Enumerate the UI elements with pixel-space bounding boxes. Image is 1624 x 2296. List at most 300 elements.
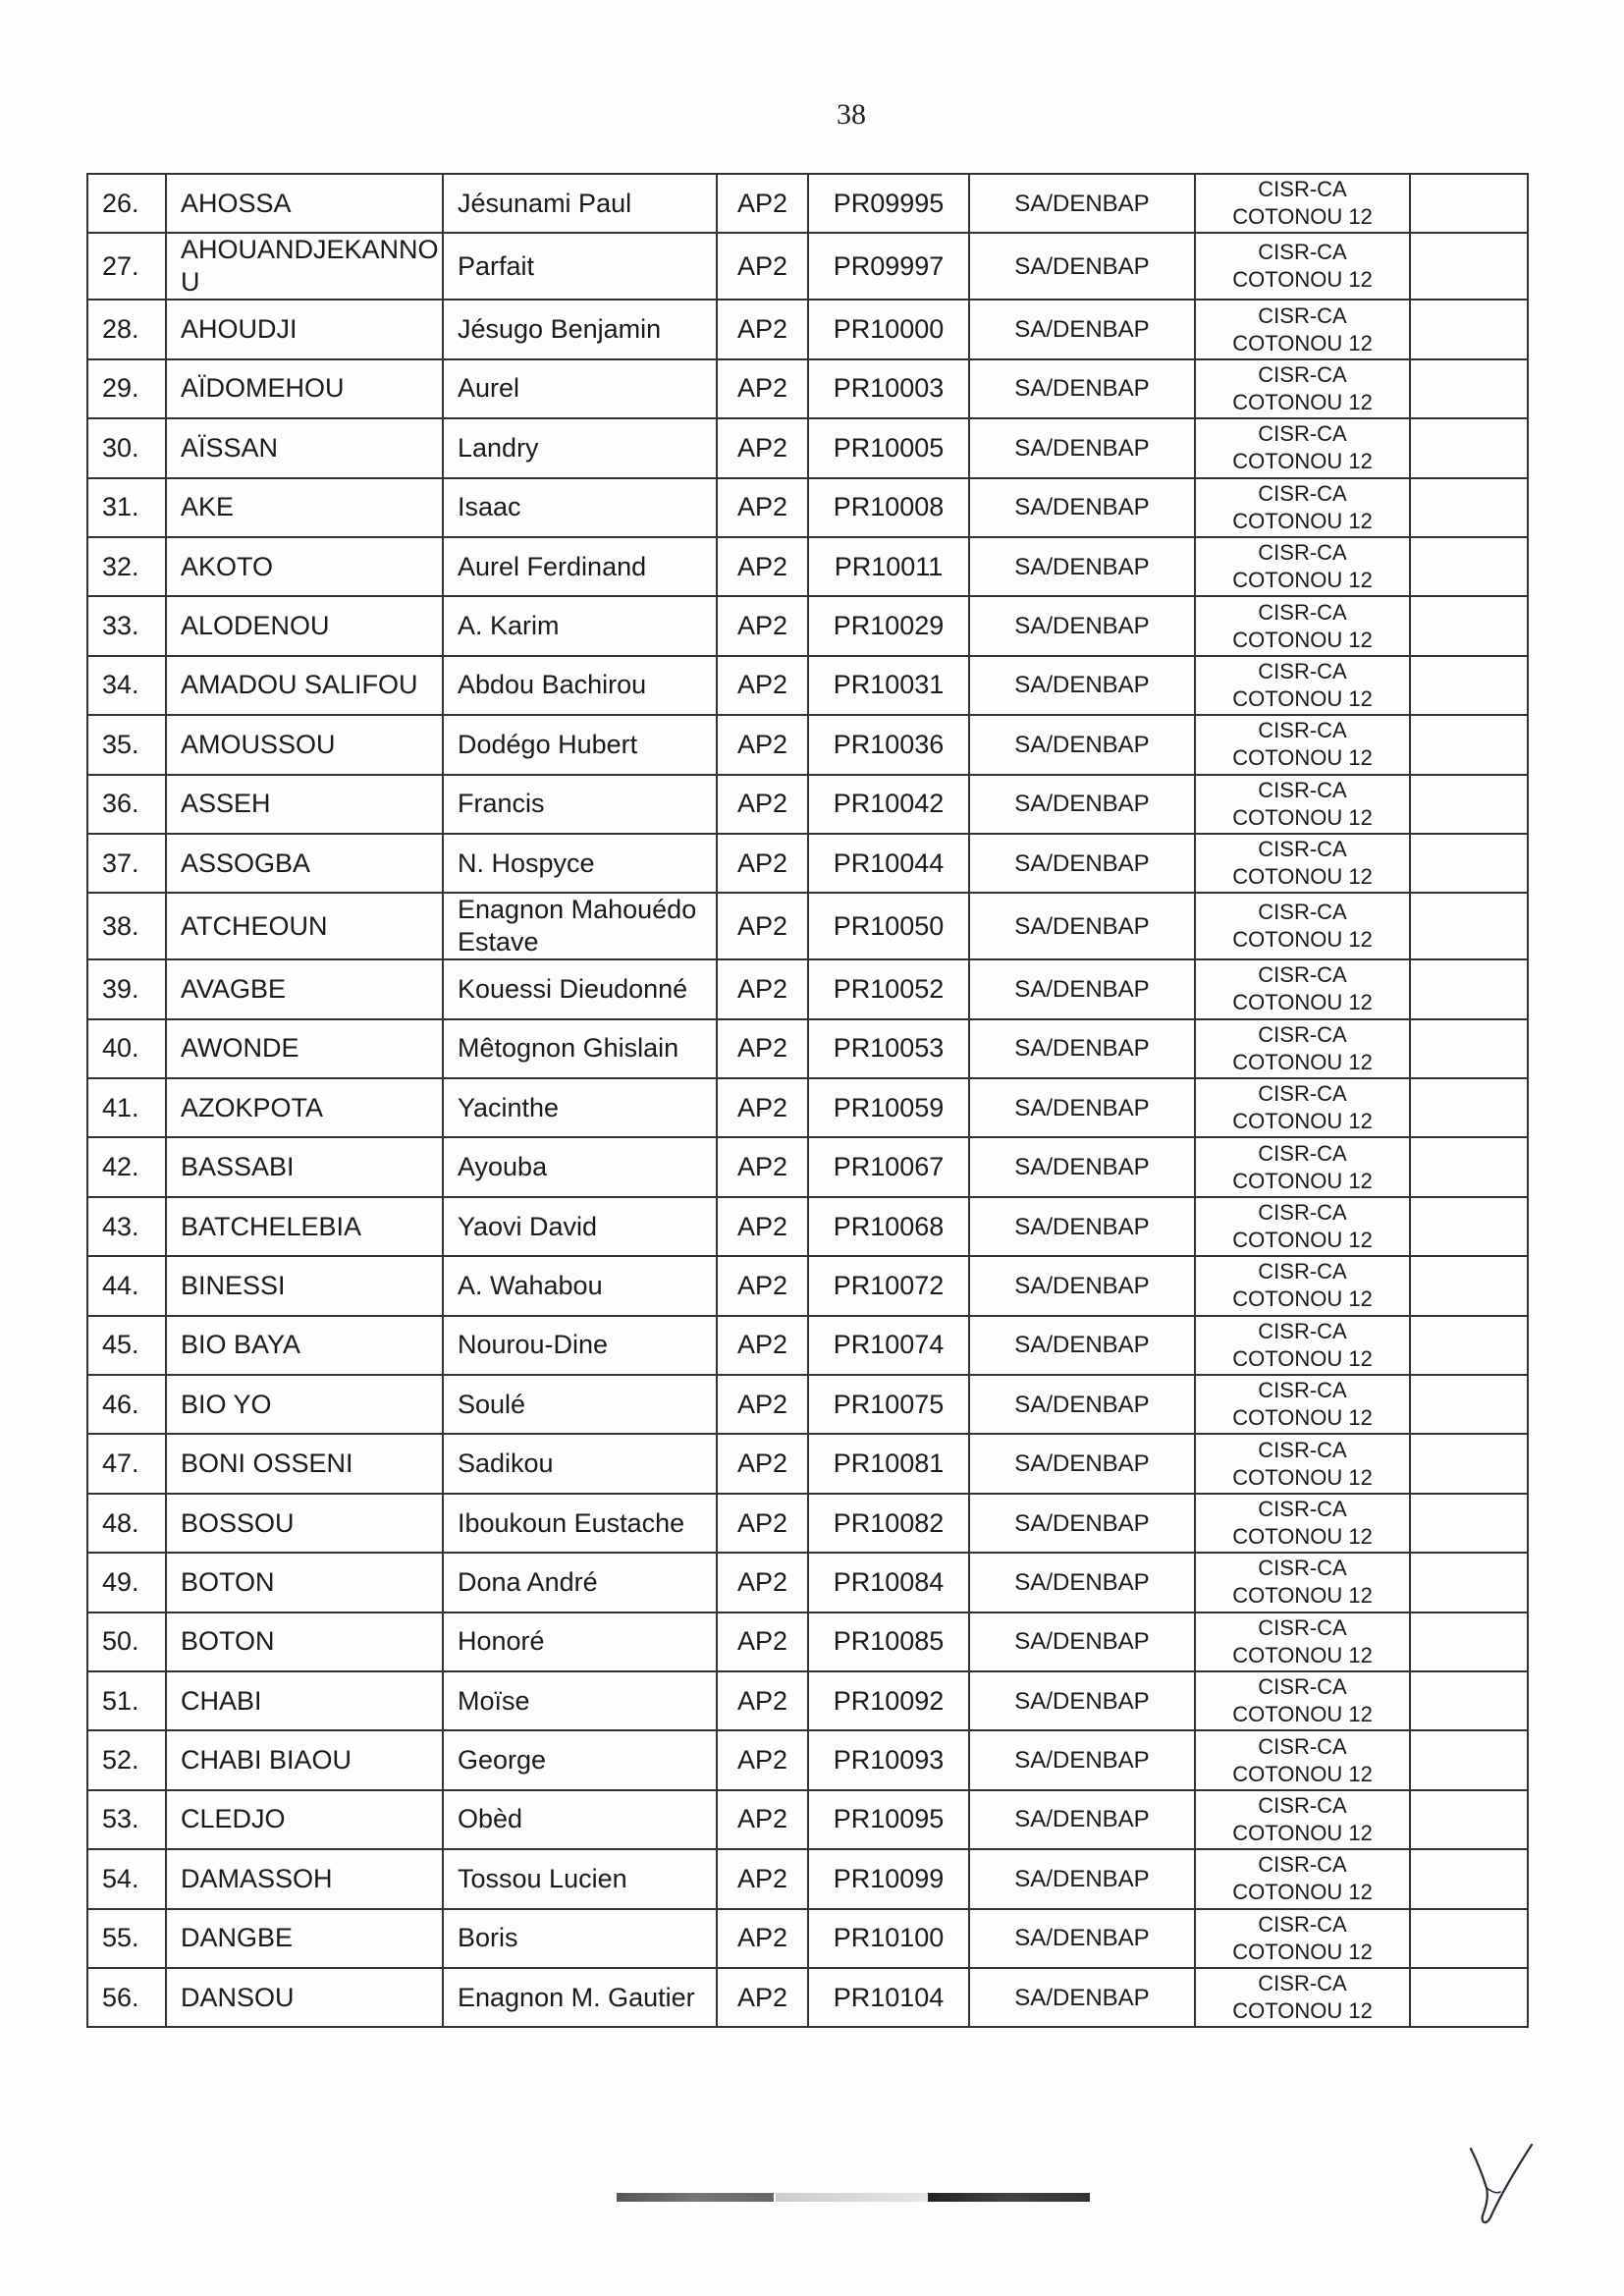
cell-grade: AP2 [717, 1494, 808, 1553]
table-body [87, 174, 1528, 2027]
table-row [87, 1909, 1528, 1968]
cell-nom: CLEDJO [166, 1790, 443, 1849]
table-row [87, 1078, 1528, 1137]
cell-nom: BINESSI [166, 1256, 443, 1315]
cell-matricule: PR10011 [808, 537, 969, 596]
cell-prenoms: Abdou Bachirou [443, 656, 717, 715]
cell-empty [1410, 959, 1528, 1018]
cell-service: SA/DENBAP [969, 478, 1195, 537]
cell-nom: ASSOGBA [166, 834, 443, 893]
cell-empty [1410, 174, 1528, 233]
station-line-2: COTONOU 12 [1232, 1583, 1373, 1609]
cell-station [1195, 1968, 1410, 2027]
cell-matricule: PR10068 [808, 1197, 969, 1256]
cell-matricule: PR10042 [808, 775, 969, 834]
cell-number: 33. [87, 596, 166, 655]
cell-empty [1410, 1730, 1528, 1789]
cell-grade: AP2 [717, 1849, 808, 1908]
cell-grade: AP2 [717, 1909, 808, 1968]
station-line-2: COTONOU 12 [1232, 927, 1373, 953]
cell-empty [1410, 1613, 1528, 1671]
cell-prenoms: Jésugo Benjamin [443, 300, 717, 358]
station-line-2: COTONOU 12 [1232, 330, 1373, 355]
cell-nom: BOTON [166, 1553, 443, 1612]
cell-number: 34. [87, 656, 166, 715]
station-line-2: COTONOU 12 [1232, 1228, 1373, 1253]
cell-grade: AP2 [717, 1019, 808, 1078]
cell-service: SA/DENBAP [969, 893, 1195, 959]
cell-matricule: PR10029 [808, 596, 969, 655]
table-row [87, 1553, 1528, 1612]
cell-prenoms: Francis [443, 775, 717, 834]
cell-service: SA/DENBAP [969, 1730, 1195, 1789]
cell-number: 52. [87, 1730, 166, 1789]
station-line-2: COTONOU 12 [1232, 1820, 1373, 1845]
cell-station [1195, 1434, 1410, 1493]
cell-prenoms: Moïse [443, 1671, 717, 1730]
station-line-1: CISR-CA [1258, 1556, 1347, 1581]
cell-grade: AP2 [717, 1671, 808, 1730]
table-row [87, 1137, 1528, 1196]
cell-service: SA/DENBAP [969, 1613, 1195, 1671]
table-row [87, 1316, 1528, 1375]
station-line-2: COTONOU 12 [1232, 1345, 1373, 1371]
station-line-1: CISR-CA [1258, 599, 1347, 625]
table-row [87, 1968, 1528, 2027]
cell-service: SA/DENBAP [969, 1256, 1195, 1315]
cell-nom: DAMASSOH [166, 1849, 443, 1908]
cell-grade: AP2 [717, 1790, 808, 1849]
cell-prenoms: Dona André [443, 1553, 717, 1612]
cell-matricule: PR10100 [808, 1909, 969, 1968]
cell-service: SA/DENBAP [969, 1909, 1195, 1968]
table-row [87, 715, 1528, 774]
cell-station [1195, 1256, 1410, 1315]
cell-matricule: PR10075 [808, 1375, 969, 1434]
cell-matricule: PR10099 [808, 1849, 969, 1908]
cell-nom: BIO BAYA [166, 1316, 443, 1375]
table-row [87, 959, 1528, 1018]
cell-nom: BASSABI [166, 1137, 443, 1196]
station-line-1: CISR-CA [1258, 718, 1347, 743]
cell-service: SA/DENBAP [969, 418, 1195, 477]
cell-number: 41. [87, 1078, 166, 1137]
cell-service: SA/DENBAP [969, 656, 1195, 715]
cell-matricule: PR10008 [808, 478, 969, 537]
cell-grade: AP2 [717, 1434, 808, 1493]
cell-empty [1410, 418, 1528, 477]
cell-nom: AKOTO [166, 537, 443, 596]
cell-number: 53. [87, 1790, 166, 1849]
cell-grade: AP2 [717, 1553, 808, 1612]
cell-nom: BONI OSSENI [166, 1434, 443, 1493]
cell-nom: BIO YO [166, 1375, 443, 1434]
handwritten-initial-signature [1463, 2131, 1551, 2239]
cell-number: 29. [87, 359, 166, 418]
table-row [87, 1613, 1528, 1671]
table-row [87, 478, 1528, 537]
table-row [87, 1434, 1528, 1493]
cell-service: SA/DENBAP [969, 1553, 1195, 1612]
station-line-1: CISR-CA [1258, 1140, 1347, 1166]
cell-empty [1410, 1494, 1528, 1553]
cell-station [1195, 1078, 1410, 1137]
station-line-1: CISR-CA [1258, 240, 1347, 265]
cell-nom: ALODENOU [166, 596, 443, 655]
cell-empty [1410, 478, 1528, 537]
cell-nom: AHOUDJI [166, 300, 443, 358]
table-row [87, 834, 1528, 893]
station-line-2: COTONOU 12 [1232, 804, 1373, 830]
station-line-1: CISR-CA [1258, 1259, 1347, 1285]
cell-matricule: PR10005 [808, 418, 969, 477]
cell-empty [1410, 893, 1528, 959]
cell-grade: AP2 [717, 1078, 808, 1137]
cell-matricule: PR10067 [808, 1137, 969, 1196]
cell-nom: BATCHELEBIA [166, 1197, 443, 1256]
cell-station [1195, 596, 1410, 655]
cell-empty [1410, 1316, 1528, 1375]
cell-prenoms: Enagnon Mahouédo Estave [443, 893, 717, 959]
station-line-2: COTONOU 12 [1232, 449, 1373, 474]
cell-number: 35. [87, 715, 166, 774]
cell-number: 43. [87, 1197, 166, 1256]
cell-empty [1410, 1197, 1528, 1256]
cell-service: SA/DENBAP [969, 1671, 1195, 1730]
station-line-1: CISR-CA [1258, 1200, 1347, 1226]
cell-number: 49. [87, 1553, 166, 1612]
station-line-2: COTONOU 12 [1232, 267, 1373, 293]
cell-empty [1410, 1434, 1528, 1493]
cell-number: 26. [87, 174, 166, 233]
cell-number: 42. [87, 1137, 166, 1196]
cell-grade: AP2 [717, 537, 808, 596]
page-number: 38 [837, 98, 866, 131]
station-line-2: COTONOU 12 [1232, 745, 1373, 771]
station-line-1: CISR-CA [1258, 1378, 1347, 1403]
cell-grade: AP2 [717, 893, 808, 959]
cell-number: 28. [87, 300, 166, 358]
station-line-1: CISR-CA [1258, 962, 1347, 988]
table-row [87, 174, 1528, 233]
cell-nom: AHOSSA [166, 174, 443, 233]
cell-number: 31. [87, 478, 166, 537]
table-row [87, 1494, 1528, 1553]
station-line-2: COTONOU 12 [1232, 389, 1373, 414]
cell-service: SA/DENBAP [969, 775, 1195, 834]
station-line-1: CISR-CA [1258, 1674, 1347, 1700]
station-line-1: CISR-CA [1258, 1911, 1347, 1937]
cell-station [1195, 1613, 1410, 1671]
station-line-1: CISR-CA [1258, 177, 1347, 202]
cell-grade: AP2 [717, 418, 808, 477]
station-line-1: CISR-CA [1258, 1318, 1347, 1343]
cell-station [1195, 1790, 1410, 1849]
cell-station [1195, 656, 1410, 715]
cell-station [1195, 1671, 1410, 1730]
station-line-2: COTONOU 12 [1232, 1702, 1373, 1727]
station-line-1: CISR-CA [1258, 1081, 1347, 1107]
cell-prenoms: Parfait [443, 233, 717, 300]
cell-grade: AP2 [717, 1375, 808, 1434]
cell-grade: AP2 [717, 775, 808, 834]
cell-station [1195, 893, 1410, 959]
table-row [87, 1730, 1528, 1789]
cell-number: 55. [87, 1909, 166, 1968]
station-line-2: COTONOU 12 [1232, 1464, 1373, 1490]
table-row [87, 1197, 1528, 1256]
station-line-2: COTONOU 12 [1232, 1998, 1373, 2024]
cell-service: SA/DENBAP [969, 233, 1195, 300]
cell-matricule: PR10074 [808, 1316, 969, 1375]
cell-number: 37. [87, 834, 166, 893]
cell-service: SA/DENBAP [969, 359, 1195, 418]
cell-prenoms: Enagnon M. Gautier [443, 1968, 717, 2027]
cell-matricule: PR10059 [808, 1078, 969, 1137]
cell-number: 27. [87, 233, 166, 300]
cell-empty [1410, 1375, 1528, 1434]
cell-matricule: PR10093 [808, 1730, 969, 1789]
cell-grade: AP2 [717, 959, 808, 1018]
cell-grade: AP2 [717, 1316, 808, 1375]
cell-station [1195, 1553, 1410, 1612]
cell-nom: AHOUANDJEKANNO U [166, 233, 443, 300]
table-row [87, 1375, 1528, 1434]
cell-station [1195, 1316, 1410, 1375]
cell-number: 36. [87, 775, 166, 834]
cell-grade: AP2 [717, 300, 808, 358]
cell-grade: AP2 [717, 1613, 808, 1671]
cell-number: 44. [87, 1256, 166, 1315]
table-row [87, 893, 1528, 959]
cell-station [1195, 300, 1410, 358]
table-row [87, 1790, 1528, 1849]
cell-prenoms: Jésunami Paul [443, 174, 717, 233]
station-line-2: COTONOU 12 [1232, 508, 1373, 533]
scan-bar-left [617, 2193, 774, 2202]
scan-bar-right [928, 2193, 1090, 2202]
cell-nom: AMOUSSOU [166, 715, 443, 774]
cell-matricule: PR09995 [808, 174, 969, 233]
cell-matricule: PR10082 [808, 1494, 969, 1553]
cell-number: 50. [87, 1613, 166, 1671]
cell-number: 38. [87, 893, 166, 959]
cell-station [1195, 537, 1410, 596]
cell-nom: AMADOU SALIFOU [166, 656, 443, 715]
cell-matricule: PR10085 [808, 1613, 969, 1671]
cell-empty [1410, 715, 1528, 774]
table-row [87, 300, 1528, 358]
cell-matricule: PR10031 [808, 656, 969, 715]
table-row [87, 233, 1528, 300]
cell-matricule: PR10003 [808, 359, 969, 418]
cell-station [1195, 233, 1410, 300]
cell-number: 54. [87, 1849, 166, 1908]
station-line-2: COTONOU 12 [1232, 990, 1373, 1015]
station-line-2: COTONOU 12 [1232, 1286, 1373, 1312]
cell-empty [1410, 1909, 1528, 1968]
cell-empty [1410, 656, 1528, 715]
cell-empty [1410, 1553, 1528, 1612]
cell-station [1195, 1909, 1410, 1968]
cell-nom: CHABI [166, 1671, 443, 1730]
cell-prenoms: Sadikou [443, 1434, 717, 1493]
station-line-2: COTONOU 12 [1232, 627, 1373, 652]
cell-empty [1410, 537, 1528, 596]
station-line-2: COTONOU 12 [1232, 1524, 1373, 1549]
station-line-1: CISR-CA [1258, 1497, 1347, 1521]
cell-service: SA/DENBAP [969, 715, 1195, 774]
cell-service: SA/DENBAP [969, 834, 1195, 893]
cell-grade: AP2 [717, 1137, 808, 1196]
cell-prenoms: Yaovi David [443, 1197, 717, 1256]
station-line-1: CISR-CA [1258, 540, 1347, 566]
cell-nom: BOSSOU [166, 1494, 443, 1553]
table-row [87, 359, 1528, 418]
station-line-1: CISR-CA [1258, 1021, 1347, 1047]
cell-empty [1410, 1078, 1528, 1137]
station-line-1: CISR-CA [1258, 900, 1347, 925]
scan-bar-middle [776, 2193, 928, 2202]
cell-prenoms: Aurel Ferdinand [443, 537, 717, 596]
cell-prenoms: Yacinthe [443, 1078, 717, 1137]
cell-service: SA/DENBAP [969, 537, 1195, 596]
table-row [87, 775, 1528, 834]
cell-service: SA/DENBAP [969, 300, 1195, 358]
cell-prenoms: Kouessi Dieudonné [443, 959, 717, 1018]
table-row [87, 1849, 1528, 1908]
cell-nom: ATCHEOUN [166, 893, 443, 959]
cell-grade: AP2 [717, 1968, 808, 2027]
cell-matricule: PR10092 [808, 1671, 969, 1730]
cell-number: 51. [87, 1671, 166, 1730]
cell-empty [1410, 1790, 1528, 1849]
cell-service: SA/DENBAP [969, 1434, 1195, 1493]
station-line-2: COTONOU 12 [1232, 1049, 1373, 1074]
cell-grade: AP2 [717, 478, 808, 537]
cell-service: SA/DENBAP [969, 174, 1195, 233]
cell-number: 45. [87, 1316, 166, 1375]
cell-prenoms: Ayouba [443, 1137, 717, 1196]
cell-prenoms: Aurel [443, 359, 717, 418]
cell-nom: AZOKPOTA [166, 1078, 443, 1137]
station-line-1: CISR-CA [1258, 480, 1347, 506]
cell-nom: AÏDOMEHOU [166, 359, 443, 418]
cell-number: 39. [87, 959, 166, 1018]
cell-grade: AP2 [717, 834, 808, 893]
cell-station [1195, 1730, 1410, 1789]
station-line-2: COTONOU 12 [1232, 864, 1373, 890]
cell-station [1195, 834, 1410, 893]
cell-number: 46. [87, 1375, 166, 1434]
cell-empty [1410, 1019, 1528, 1078]
cell-prenoms: N. Hospyce [443, 834, 717, 893]
station-line-2: COTONOU 12 [1232, 204, 1373, 230]
cell-number: 40. [87, 1019, 166, 1078]
station-line-2: COTONOU 12 [1232, 1109, 1373, 1134]
cell-matricule: PR10095 [808, 1790, 969, 1849]
station-line-2: COTONOU 12 [1232, 1939, 1373, 1964]
cell-empty [1410, 1137, 1528, 1196]
cell-station [1195, 1019, 1410, 1078]
cell-service: SA/DENBAP [969, 1078, 1195, 1137]
cell-station [1195, 174, 1410, 233]
station-line-2: COTONOU 12 [1232, 685, 1373, 711]
cell-grade: AP2 [717, 656, 808, 715]
cell-nom: AVAGBE [166, 959, 443, 1018]
cell-nom: BOTON [166, 1613, 443, 1671]
cell-prenoms: Dodégo Hubert [443, 715, 717, 774]
station-line-1: CISR-CA [1258, 837, 1347, 862]
cell-matricule: PR10081 [808, 1434, 969, 1493]
cell-prenoms: Nourou-Dine [443, 1316, 717, 1375]
station-line-1: CISR-CA [1258, 1792, 1347, 1818]
cell-prenoms: Mêtognon Ghislain [443, 1019, 717, 1078]
cell-service: SA/DENBAP [969, 1019, 1195, 1078]
cell-matricule: PR10072 [808, 1256, 969, 1315]
cell-matricule: PR10084 [808, 1553, 969, 1612]
personnel-table [86, 173, 1529, 2028]
cell-nom: ASSEH [166, 775, 443, 834]
cell-matricule: PR10053 [808, 1019, 969, 1078]
station-line-2: COTONOU 12 [1232, 1761, 1373, 1786]
cell-grade: AP2 [717, 596, 808, 655]
cell-station [1195, 1197, 1410, 1256]
cell-number: 48. [87, 1494, 166, 1553]
cell-service: SA/DENBAP [969, 1790, 1195, 1849]
cell-prenoms: A. Karim [443, 596, 717, 655]
cell-grade: AP2 [717, 233, 808, 300]
table-row [87, 1671, 1528, 1730]
cell-prenoms: Iboukoun Eustache [443, 1494, 717, 1553]
cell-nom: AÏSSAN [166, 418, 443, 477]
cell-matricule: PR10000 [808, 300, 969, 358]
cell-number: 56. [87, 1968, 166, 2027]
cell-prenoms: Soulé [443, 1375, 717, 1434]
cell-empty [1410, 233, 1528, 300]
table-row [87, 1256, 1528, 1315]
station-line-2: COTONOU 12 [1232, 1642, 1373, 1667]
cell-matricule: PR10050 [808, 893, 969, 959]
cell-station [1195, 715, 1410, 774]
cell-prenoms: Tossou Lucien [443, 1849, 717, 1908]
cell-prenoms: Landry [443, 418, 717, 477]
cell-station [1195, 1375, 1410, 1434]
cell-prenoms: A. Wahabou [443, 1256, 717, 1315]
table-row [87, 1019, 1528, 1078]
cell-station [1195, 1494, 1410, 1553]
cell-grade: AP2 [717, 715, 808, 774]
station-line-2: COTONOU 12 [1232, 1880, 1373, 1905]
cell-station [1195, 359, 1410, 418]
cell-nom: DANGBE [166, 1909, 443, 1968]
cell-nom: AKE [166, 478, 443, 537]
cell-grade: AP2 [717, 174, 808, 233]
cell-service: SA/DENBAP [969, 1968, 1195, 2027]
cell-station [1195, 775, 1410, 834]
cell-service: SA/DENBAP [969, 596, 1195, 655]
table-row [87, 418, 1528, 477]
cell-empty [1410, 834, 1528, 893]
station-line-2: COTONOU 12 [1232, 568, 1373, 593]
cell-empty [1410, 1671, 1528, 1730]
cell-empty [1410, 359, 1528, 418]
cell-matricule: PR10044 [808, 834, 969, 893]
cell-empty [1410, 1256, 1528, 1315]
cell-prenoms: George [443, 1730, 717, 1789]
cell-station [1195, 478, 1410, 537]
cell-service: SA/DENBAP [969, 959, 1195, 1018]
